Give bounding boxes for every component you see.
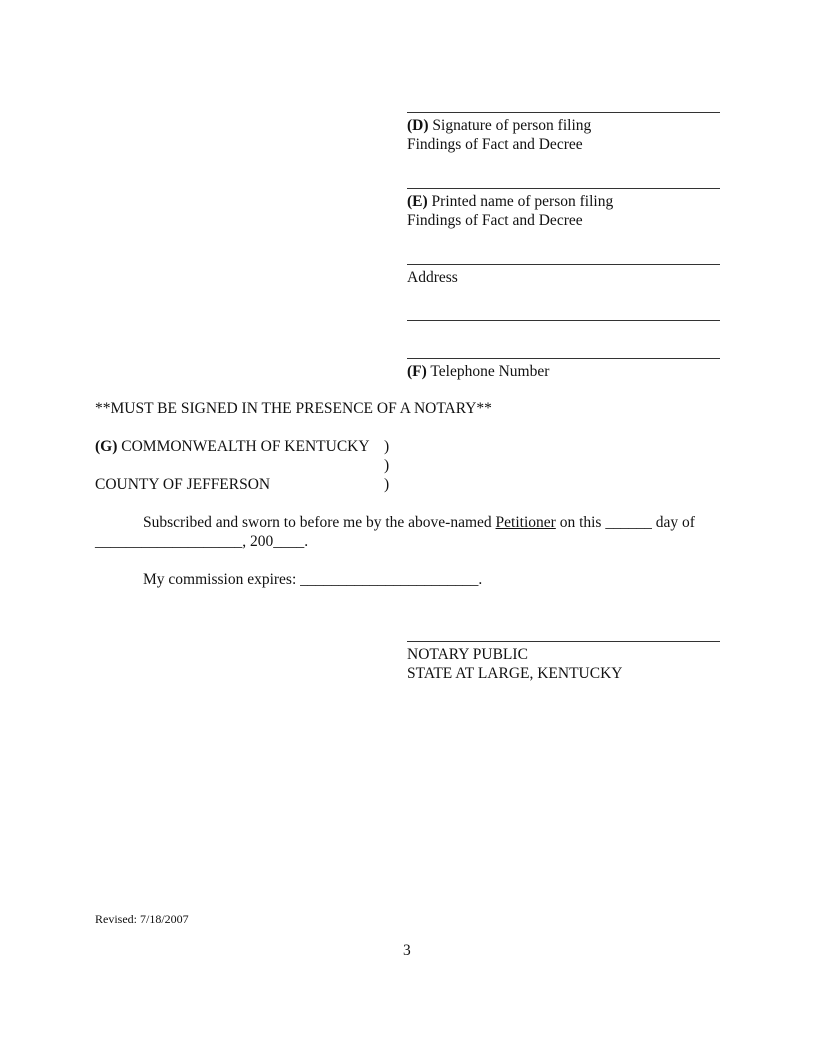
jurat-text-2: on this ______ day of (555, 514, 695, 531)
page-number: 3 (403, 942, 411, 959)
jurat-line-2[interactable]: ___________________, 200____. (95, 533, 309, 550)
printed-name-line-e[interactable] (407, 188, 720, 189)
label-letter-g: (G) (95, 438, 118, 455)
notary-signature-line[interactable] (407, 641, 720, 642)
revised-date: Revised: 7/18/2007 (95, 912, 189, 926)
telephone-line-f[interactable] (407, 358, 720, 359)
venue-paren-2: ) (384, 457, 390, 474)
label-letter-d: (D) (407, 117, 429, 134)
address-line-2[interactable] (407, 320, 720, 321)
printed-name-e-text: Printed name of person filing (427, 193, 614, 210)
label-letter-f: (F) (407, 363, 427, 380)
address-line-1[interactable] (407, 264, 720, 265)
signature-d-subtext: Findings of Fact and Decree (407, 136, 583, 153)
printed-name-e-label (407, 192, 613, 211)
address-label: Address (407, 269, 458, 286)
jurat-line-1 (143, 513, 695, 532)
signature-line-d[interactable] (407, 112, 720, 113)
notary-public-label: NOTARY PUBLIC (407, 646, 528, 663)
jurat-party: Petitioner (495, 514, 556, 531)
venue-paren-1: ) (384, 438, 390, 455)
notary-notice: **MUST BE SIGNED IN THE PRESENCE OF A NOTARY** (95, 400, 492, 417)
signature-d-text: Signature of person filing (428, 117, 592, 134)
venue-state-text: COMMONWEALTH OF KENTUCKY (117, 438, 370, 455)
venue-paren-3: ) (384, 476, 390, 493)
telephone-f-text: Telephone Number (426, 363, 550, 380)
notary-state-label: STATE AT LARGE, KENTUCKY (407, 665, 623, 682)
commission-expires[interactable]: My commission expires: _______________________. (143, 571, 483, 588)
printed-name-e-subtext: Findings of Fact and Decree (407, 212, 583, 229)
label-letter-e: (E) (407, 193, 428, 210)
venue-state (95, 437, 370, 456)
jurat-text-1: Subscribed and sworn to before me by the above-named (143, 514, 496, 531)
signature-d-label (407, 116, 591, 135)
venue-county: COUNTY OF JEFFERSON (95, 476, 271, 493)
telephone-f-label (407, 362, 549, 381)
